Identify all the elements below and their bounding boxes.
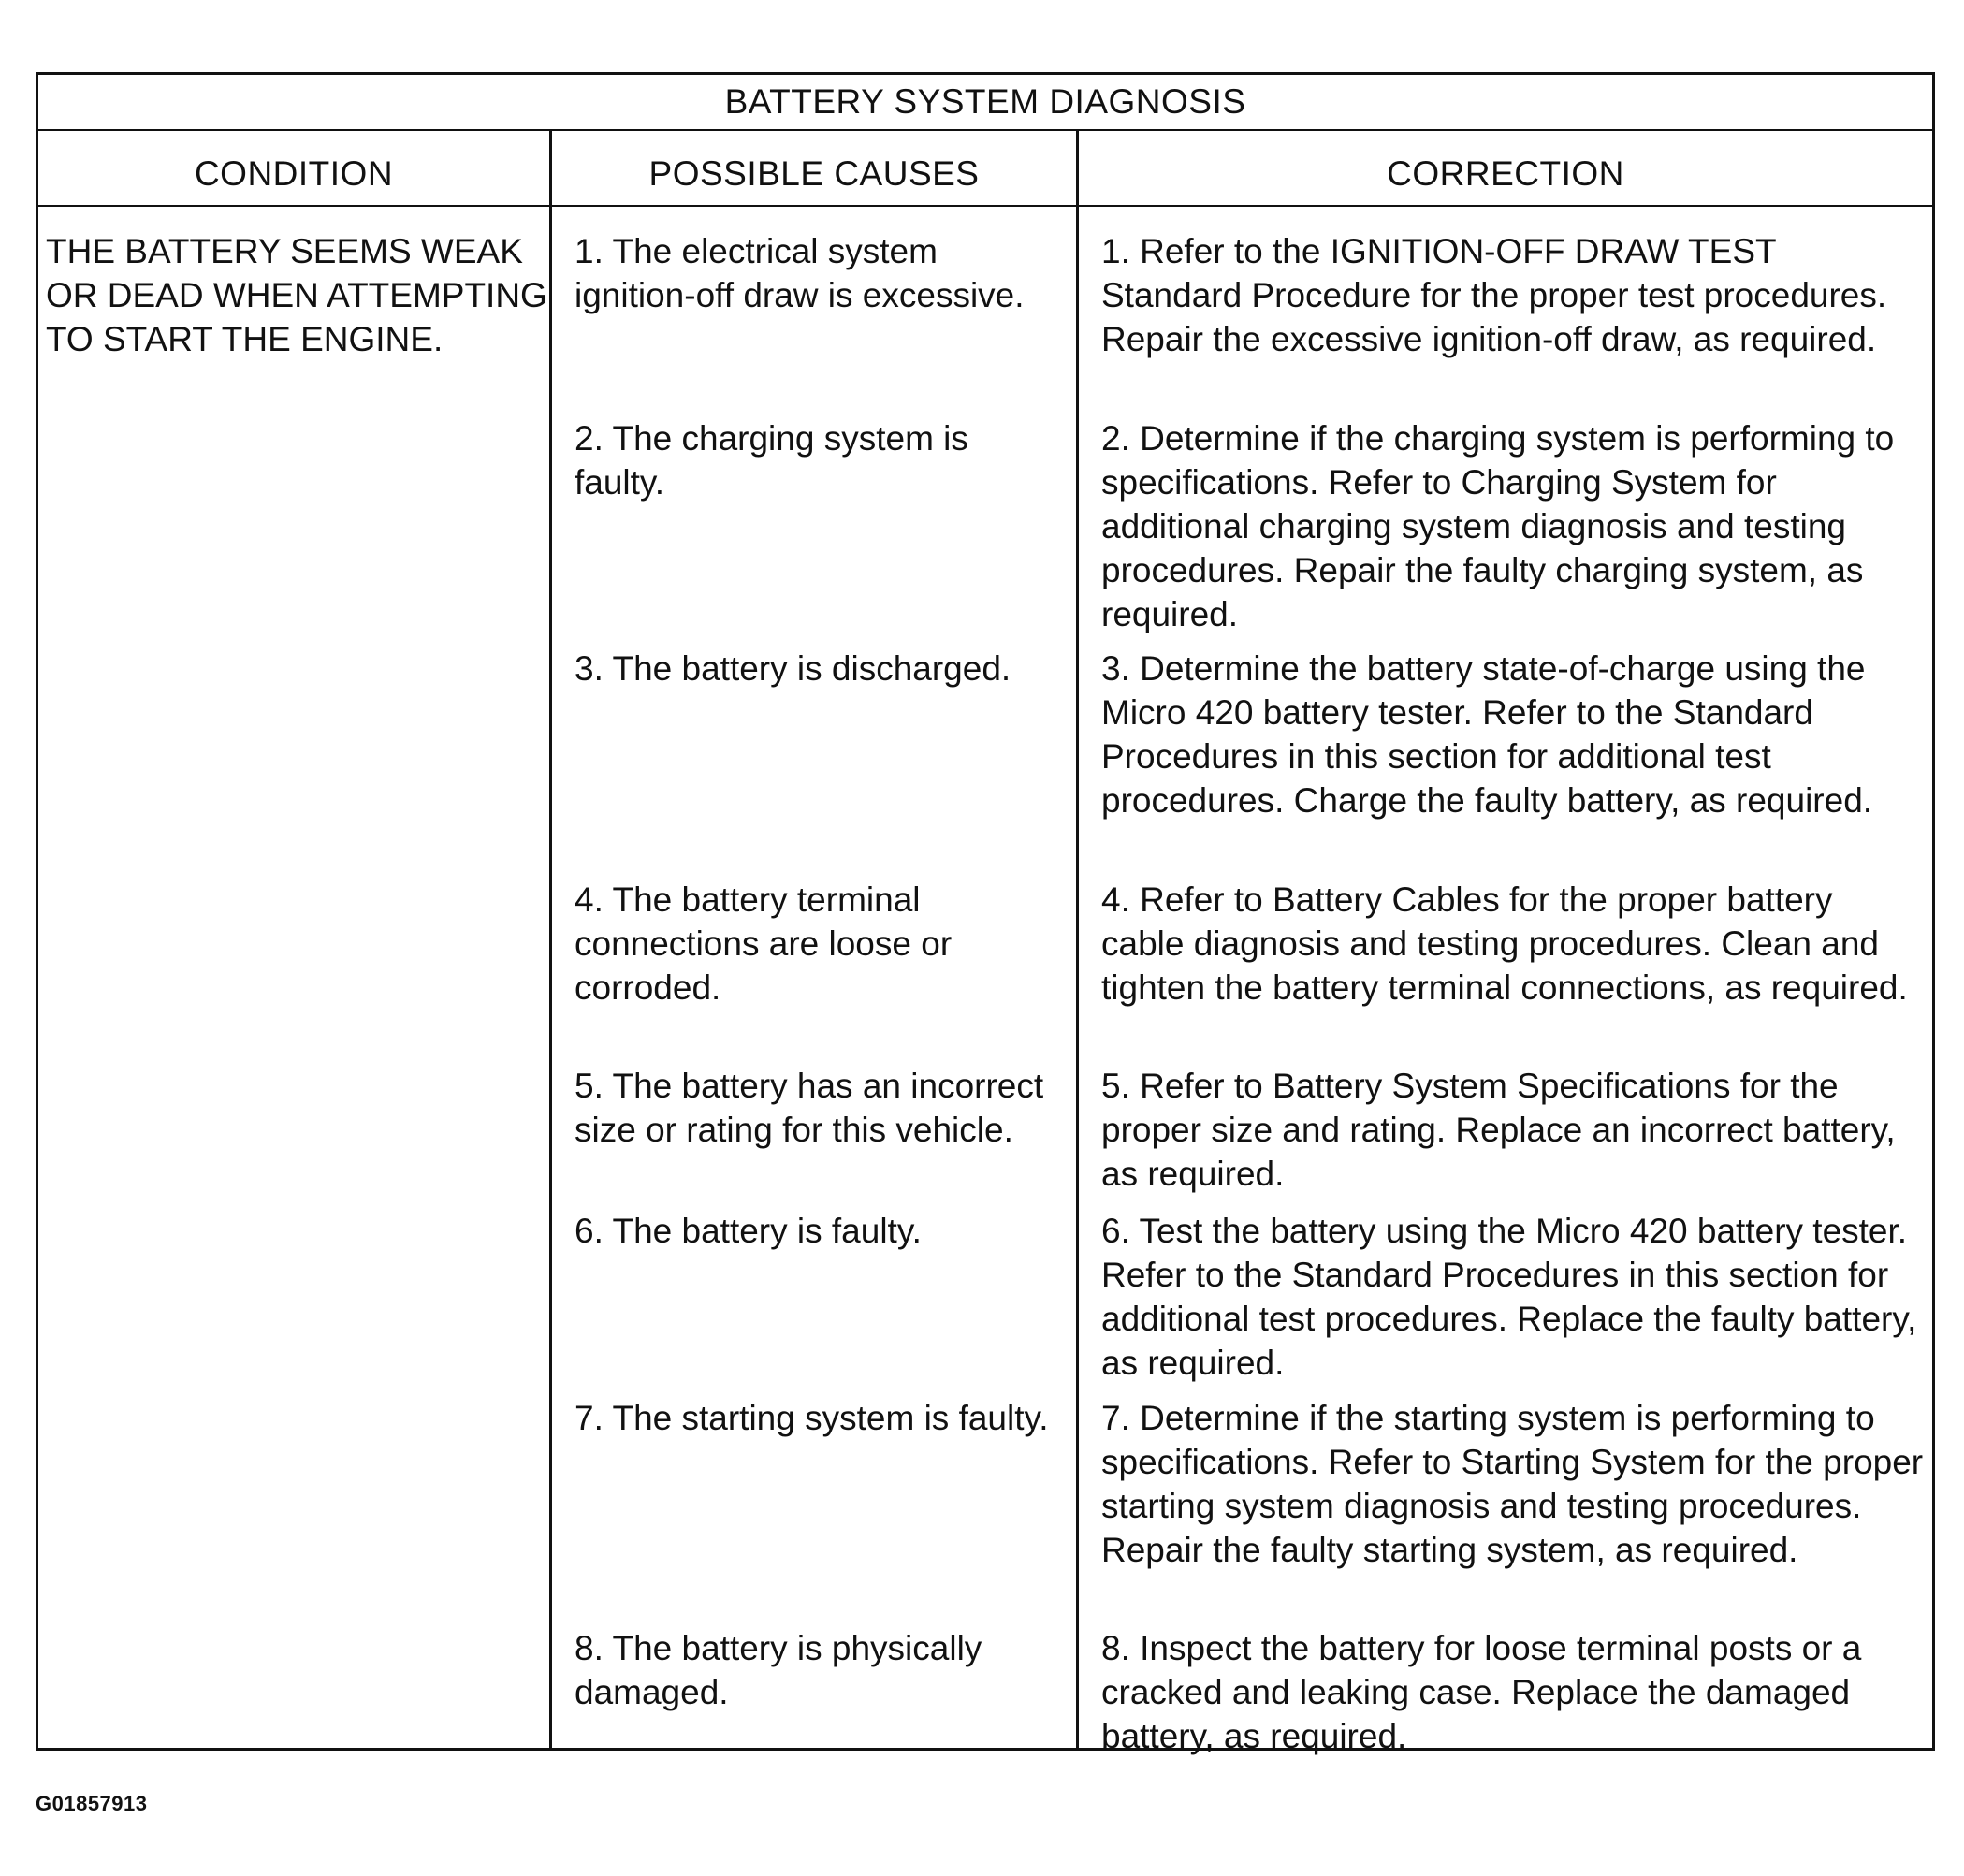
correction-cell: 7. Determine if the starting system is performing to specifications. Refer to Starting System for the proper starting system diagnosis and testing procedures. Repair the faulty starting system, as required.: [1101, 1399, 1924, 1569]
header-correction: CORRECTION: [1387, 154, 1624, 193]
correction-cell: 2. Determine if the charging system is performing to specifications. Refer to Charging System for additional charging system diagnosis and testing procedures. Repair the faulty charging system, as required.: [1101, 419, 1895, 633]
table-body: [38, 207, 1932, 1755]
cause-cell: 1. The electrical system ignition-off draw is excessive.: [552, 207, 1079, 394]
cause-cell: 5. The battery has an incorrect size or rating for this vehicle.: [552, 1041, 1079, 1186]
cause-cell: 8. The battery is physically damaged.: [552, 1604, 1079, 1748]
table-row: [552, 1041, 1932, 1193]
correction-cell: 6. Test the battery using the Micro 420 battery tester. Refer to the Standard Procedures in this section for additional test procedures. Replace the faulty battery, as required.: [1101, 1212, 1917, 1382]
table-title: BATTERY SYSTEM DIAGNOSIS: [38, 75, 1932, 131]
correction-cell: 1. Refer to the IGNITION-OFF DRAW TEST Standard Procedure for the proper test procedures. Repair the excessive ignition-off draw, as required.: [1101, 232, 1887, 358]
figure-code: G01857913: [36, 1792, 148, 1815]
diagnosis-table: [36, 72, 1935, 1755]
cause-cell: 4. The battery terminal connections are loose or corroded.: [552, 855, 1079, 1041]
table-row: [552, 207, 1932, 394]
cause-cell: 7. The starting system is faulty.: [552, 1374, 1079, 1604]
header-condition: CONDITION: [38, 131, 552, 205]
table-row: [552, 855, 1932, 1041]
table-row: [552, 1374, 1932, 1604]
table-row: [552, 1604, 1932, 1755]
table-row: [552, 394, 1932, 633]
cause-correction-rows: [552, 207, 1932, 1755]
cause-cell: 6. The battery is faulty.: [552, 1186, 1079, 1374]
cause-cell: 3. The battery is discharged.: [552, 624, 1079, 855]
correction-cell: 4. Refer to Battery Cables for the proper battery cable diagnosis and testing procedures. Clean and tighten the battery terminal connections, as required.: [1101, 880, 1908, 1007]
condition-text: THE BATTERY SEEMS WEAK OR DEAD WHEN ATTEMPTING TO START THE ENGINE.: [46, 232, 547, 358]
condition-cell: [38, 207, 552, 1748]
header-possible-causes: POSSIBLE CAUSES: [552, 131, 1079, 205]
correction-cell: 8. Inspect the battery for loose terminal posts or a cracked and leaking case. Replace the damaged battery, as required.: [1101, 1629, 1862, 1755]
correction-cell: 3. Determine the battery state-of-charge using the Micro 420 battery tester. Refer to the Standard Procedures in this section for additional test procedures. Charge the faulty battery, as required.: [1101, 649, 1873, 820]
table-row: [552, 1186, 1932, 1382]
cause-cell: 2. The charging system is faulty.: [552, 394, 1079, 624]
table-row: [552, 624, 1932, 855]
correction-cell: 5. Refer to Battery System Specifications for the proper size and rating. Replace an incorrect battery, as required.: [1101, 1067, 1896, 1193]
header-row: [38, 131, 1932, 207]
